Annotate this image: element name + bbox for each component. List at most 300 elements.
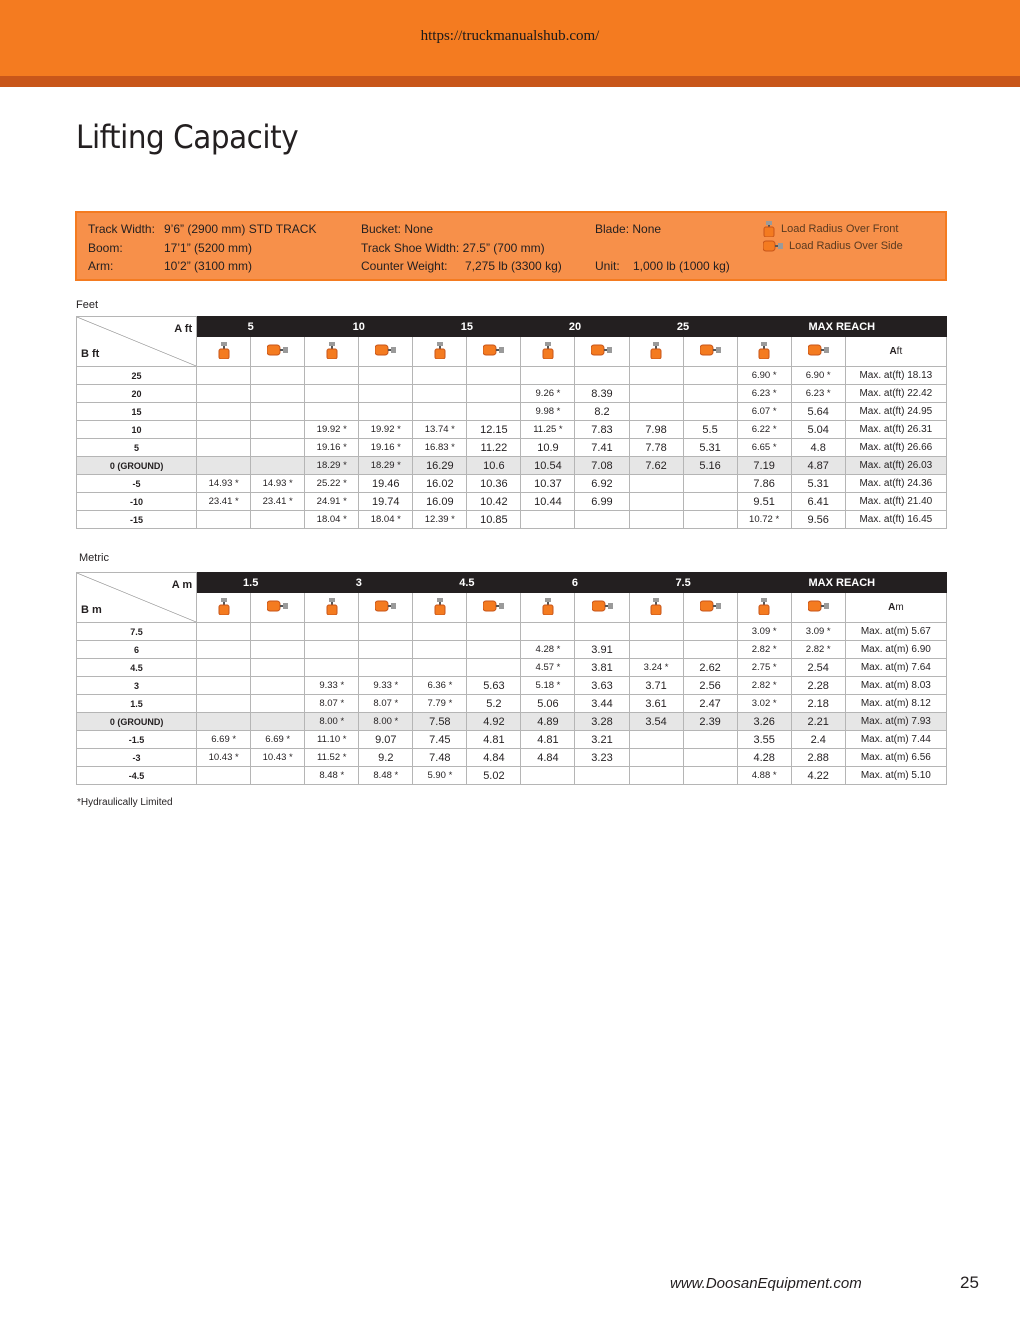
front-load-icon [521,337,575,367]
capacity-cell: 2.47 [683,695,737,713]
max-reach-cell: Max. at(ft) 24.95 [845,403,946,421]
radius-header: 5 [197,317,305,337]
table-row [77,713,947,731]
legend-front: Load Radius Over Front [763,221,898,237]
max-reach-unit-header: Aft [845,337,946,367]
capacity-cell: 4.22 [791,767,845,785]
capacity-cell [251,623,305,641]
capacity-cell: 8.48 * [305,767,359,785]
capacity-cell: 6.36 * [413,677,467,695]
front-load-icon [305,593,359,623]
capacity-cell: 4.28 * [521,641,575,659]
side-load-icon [683,593,737,623]
radius-header: 15 [413,317,521,337]
capacity-cell: 3.09 * [737,623,791,641]
capacity-cell: 6.69 * [197,731,251,749]
capacity-cell: 7.79 * [413,695,467,713]
table-row [77,385,947,403]
capacity-cell: 2.18 [791,695,845,713]
radius-header: 7.5 [629,573,737,593]
table-row [77,695,947,713]
row-height-label: 1.5 [77,695,197,713]
table-row [77,767,947,785]
side-load-icon [683,337,737,367]
row-height-label: 20 [77,385,197,403]
a-axis-label: A m [171,579,193,591]
capacity-cell [197,439,251,457]
capacity-cell: 3.28 [575,713,629,731]
capacity-cell [683,493,737,511]
capacity-cell: 3.61 [629,695,683,713]
max-reach-cell: Max. at(ft) 26.31 [845,421,946,439]
capacity-cell [197,623,251,641]
spec-blade: Blade: None [595,222,662,236]
capacity-cell: 23.41 * [251,493,305,511]
spec-arm: Arm: 10’2” (3100 mm) [88,259,253,273]
capacity-cell [251,659,305,677]
page-title: Lifting Capacity [76,118,299,156]
header-url[interactable]: https://truckmanualshub.com/ [420,28,600,44]
spec-counter-weight: Counter Weight: 7,275 lb (3300 kg) [361,259,562,273]
capacity-cell: 5.06 [521,695,575,713]
capacity-cell: 6.69 * [251,731,305,749]
capacity-cell [251,695,305,713]
capacity-cell: 7.62 [629,457,683,475]
capacity-cell: 6.07 * [737,403,791,421]
capacity-cell: 5.2 [467,695,521,713]
capacity-cell [683,767,737,785]
row-height-label: -3 [77,749,197,767]
capacity-cell [305,403,359,421]
side-load-icon [359,337,413,367]
capacity-cell: 4.84 [521,749,575,767]
max-reach-cell: Max. at(m) 5.10 [845,767,946,785]
capacity-cell: 5.16 [683,457,737,475]
capacity-cell [575,511,629,529]
max-reach-cell: Max. at(m) 7.44 [845,731,946,749]
capacity-cell: 7.41 [575,439,629,457]
radius-header: 10 [305,317,413,337]
capacity-cell [467,623,521,641]
capacity-cell: 25.22 * [305,475,359,493]
capacity-cell [197,403,251,421]
capacity-cell: 10.36 [467,475,521,493]
capacity-cell [467,641,521,659]
capacity-cell [359,641,413,659]
row-height-label: 3 [77,677,197,695]
capacity-cell [629,767,683,785]
side-load-icon [359,593,413,623]
radius-header: 6 [521,573,629,593]
radius-header: 1.5 [197,573,305,593]
capacity-cell: 6.65 * [737,439,791,457]
capacity-cell [305,385,359,403]
capacity-cell: 8.39 [575,385,629,403]
table-row [77,403,947,421]
side-load-icon [467,593,521,623]
capacity-cell: 19.16 * [359,439,413,457]
max-reach-cell: Max. at(m) 8.12 [845,695,946,713]
axis-corner [77,317,197,367]
metric-label: Metric [79,552,109,564]
front-load-icon [413,593,467,623]
capacity-cell: 3.63 [575,677,629,695]
icon-header-row [77,593,947,623]
side-load-icon [251,337,305,367]
capacity-cell: 18.04 * [359,511,413,529]
capacity-cell [521,511,575,529]
capacity-cell [251,421,305,439]
capacity-cell [683,623,737,641]
spec-track-width: Track Width: 9’6” (2900 mm) STD TRACK [88,222,317,236]
capacity-cell: 7.78 [629,439,683,457]
row-height-label: 25 [77,367,197,385]
capacity-cell [197,421,251,439]
capacity-cell [197,385,251,403]
capacity-cell: 11.10 * [305,731,359,749]
b-axis-label: B m [81,604,102,616]
side-load-icon [575,337,629,367]
capacity-cell: 11.22 [467,439,521,457]
capacity-cell: 16.02 [413,475,467,493]
capacity-cell [575,623,629,641]
max-reach-cell: Max. at(m) 6.56 [845,749,946,767]
capacity-cell: 5.90 * [413,767,467,785]
capacity-cell [197,659,251,677]
capacity-cell: 9.2 [359,749,413,767]
capacity-cell [359,403,413,421]
side-load-icon [791,593,845,623]
metric-table [76,572,947,785]
capacity-cell [629,367,683,385]
capacity-cell: 4.57 * [521,659,575,677]
max-reach-cell: Max. at(ft) 24.36 [845,475,946,493]
capacity-cell: 7.83 [575,421,629,439]
table-row [77,641,947,659]
capacity-cell [197,457,251,475]
capacity-cell: 3.26 [737,713,791,731]
front-load-icon [413,337,467,367]
row-height-label: 6 [77,641,197,659]
capacity-cell: 2.88 [791,749,845,767]
capacity-cell [521,367,575,385]
capacity-cell: 4.88 * [737,767,791,785]
capacity-cell: 2.56 [683,677,737,695]
capacity-cell [629,641,683,659]
capacity-cell: 16.83 * [413,439,467,457]
front-load-icon [737,337,791,367]
capacity-cell: 3.23 [575,749,629,767]
capacity-cell: 5.18 * [521,677,575,695]
spec-boom: Boom: 17’1” (5200 mm) [88,241,253,255]
row-height-label: 0 (GROUND) [77,457,197,475]
capacity-cell: 11.52 * [305,749,359,767]
capacity-cell: 6.23 * [791,385,845,403]
front-load-icon [629,337,683,367]
capacity-cell [467,367,521,385]
table-row [77,439,947,457]
row-height-label: 15 [77,403,197,421]
capacity-cell [683,749,737,767]
capacity-cell: 8.07 * [305,695,359,713]
capacity-cell [413,623,467,641]
capacity-cell [359,385,413,403]
radius-header: 3 [305,573,413,593]
capacity-cell [521,767,575,785]
table-row [77,623,947,641]
capacity-cell: 10.44 [521,493,575,511]
capacity-cell: 3.91 [575,641,629,659]
capacity-cell [197,767,251,785]
b-axis-label: B ft [81,348,100,360]
footnote: *Hydraulically Limited [77,797,173,808]
front-load-icon [521,593,575,623]
capacity-cell [683,385,737,403]
max-reach-cell: Max. at(m) 7.93 [845,713,946,731]
capacity-cell: 5.31 [791,475,845,493]
max-reach-cell: Max. at(m) 6.90 [845,641,946,659]
capacity-cell: 19.92 * [359,421,413,439]
capacity-cell: 3.09 * [791,623,845,641]
capacity-cell [683,367,737,385]
capacity-cell: 7.98 [629,421,683,439]
capacity-cell: 8.2 [575,403,629,421]
capacity-cell: 10.85 [467,511,521,529]
capacity-cell: 3.54 [629,713,683,731]
capacity-cell: 4.89 [521,713,575,731]
capacity-cell: 4.8 [791,439,845,457]
capacity-cell [197,695,251,713]
side-load-icon [467,337,521,367]
capacity-cell [683,475,737,493]
capacity-cell: 5.04 [791,421,845,439]
capacity-cell: 4.81 [521,731,575,749]
capacity-cell: 2.4 [791,731,845,749]
capacity-cell: 5.5 [683,421,737,439]
capacity-cell: 4.81 [467,731,521,749]
capacity-cell [683,511,737,529]
capacity-cell [683,403,737,421]
capacity-cell: 6.41 [791,493,845,511]
capacity-cell [359,367,413,385]
capacity-cell [413,641,467,659]
capacity-cell: 4.84 [467,749,521,767]
front-load-icon [629,593,683,623]
column-header-row [77,573,947,593]
capacity-cell: 3.02 * [737,695,791,713]
capacity-cell: 6.22 * [737,421,791,439]
feet-label: Feet [76,299,99,311]
capacity-cell: 5.02 [467,767,521,785]
row-height-label: -1.5 [77,731,197,749]
footer-url[interactable]: www.DoosanEquipment.com [670,1275,862,1292]
capacity-cell: 4.28 [737,749,791,767]
header-stripe [0,76,1020,87]
capacity-cell: 12.39 * [413,511,467,529]
radius-header: 4.5 [413,573,521,593]
capacity-cell: 2.82 * [737,677,791,695]
table-row [77,731,947,749]
capacity-cell [251,439,305,457]
capacity-cell: 2.39 [683,713,737,731]
capacity-cell: 9.98 * [521,403,575,421]
axis-corner [77,573,197,623]
spec-bucket: Bucket: None [361,222,434,236]
capacity-cell [197,641,251,659]
table-row [77,749,947,767]
capacity-cell [305,641,359,659]
max-reach-cell: Max. at(ft) 21.40 [845,493,946,511]
capacity-cell: 8.48 * [359,767,413,785]
table-row [77,367,947,385]
max-reach-cell: Max. at(m) 7.64 [845,659,946,677]
capacity-cell [197,367,251,385]
row-height-label: -4.5 [77,767,197,785]
side-load-icon [251,593,305,623]
max-reach-cell: Max. at(ft) 26.66 [845,439,946,457]
capacity-cell: 16.09 [413,493,467,511]
max-reach-cell: Max. at(m) 8.03 [845,677,946,695]
capacity-cell: 10.6 [467,457,521,475]
capacity-cell: 3.71 [629,677,683,695]
capacity-cell [359,659,413,677]
capacity-cell: 4.87 [791,457,845,475]
capacity-cell: 24.91 * [305,493,359,511]
max-reach-cell: Max. at(ft) 22.42 [845,385,946,403]
spec-unit: Unit: 1,000 lb (1000 kg) [595,259,730,273]
capacity-cell: 7.58 [413,713,467,731]
capacity-cell: 2.54 [791,659,845,677]
front-load-icon [763,221,775,237]
max-reach-cell: Max. at(ft) 18.13 [845,367,946,385]
capacity-cell: 5.63 [467,677,521,695]
capacity-cell [359,623,413,641]
capacity-cell [251,641,305,659]
table-row [77,659,947,677]
row-height-label: 7.5 [77,623,197,641]
capacity-cell: 18.29 * [359,457,413,475]
front-load-icon [197,593,251,623]
capacity-cell: 6.23 * [737,385,791,403]
capacity-cell: 6.92 [575,475,629,493]
capacity-cell: 13.74 * [413,421,467,439]
table-row [77,493,947,511]
capacity-cell [413,367,467,385]
row-height-label: 10 [77,421,197,439]
capacity-cell [413,403,467,421]
max-reach-unit-header: Am [845,593,946,623]
front-load-icon [197,337,251,367]
row-height-label: 5 [77,439,197,457]
capacity-cell [683,641,737,659]
capacity-cell: 3.21 [575,731,629,749]
side-load-icon [575,593,629,623]
radius-header: MAX REACH [737,317,946,337]
capacity-cell [251,367,305,385]
capacity-cell [575,367,629,385]
capacity-cell: 2.21 [791,713,845,731]
row-height-label: 4.5 [77,659,197,677]
radius-header: 25 [629,317,737,337]
capacity-cell: 9.56 [791,511,845,529]
capacity-cell [251,457,305,475]
capacity-cell: 16.29 [413,457,467,475]
capacity-cell: 10.9 [521,439,575,457]
capacity-cell: 19.92 * [305,421,359,439]
max-reach-cell: Max. at(ft) 16.45 [845,511,946,529]
capacity-cell [413,659,467,677]
row-height-label: -5 [77,475,197,493]
a-axis-label: A ft [174,323,193,335]
capacity-cell: 19.46 [359,475,413,493]
spec-box [75,211,947,281]
capacity-cell: 5.31 [683,439,737,457]
capacity-cell: 10.37 [521,475,575,493]
capacity-cell: 18.29 * [305,457,359,475]
capacity-cell [521,623,575,641]
capacity-cell [629,623,683,641]
capacity-cell: 23.41 * [197,493,251,511]
capacity-cell: 9.33 * [305,677,359,695]
capacity-cell [305,659,359,677]
capacity-cell: 18.04 * [305,511,359,529]
capacity-cell: 2.62 [683,659,737,677]
capacity-cell: 19.16 * [305,439,359,457]
capacity-cell: 2.82 * [791,641,845,659]
capacity-cell: 6.99 [575,493,629,511]
capacity-cell [305,623,359,641]
capacity-cell [629,475,683,493]
row-height-label: -15 [77,511,197,529]
capacity-cell: 7.19 [737,457,791,475]
capacity-cell: 7.48 [413,749,467,767]
radius-header: MAX REACH [737,573,946,593]
capacity-cell [251,403,305,421]
capacity-cell [413,385,467,403]
capacity-cell [197,677,251,695]
capacity-cell: 7.86 [737,475,791,493]
table-row [77,511,947,529]
capacity-cell [251,385,305,403]
capacity-cell [629,493,683,511]
capacity-cell [467,659,521,677]
capacity-cell: 3.81 [575,659,629,677]
capacity-cell [683,731,737,749]
capacity-cell [251,767,305,785]
capacity-cell: 3.55 [737,731,791,749]
page-number: 25 [960,1273,979,1292]
capacity-cell: 6.90 * [737,367,791,385]
spec-track-shoe: Track Shoe Width: 27.5” (700 mm) [361,241,545,255]
max-reach-cell: Max. at(ft) 26.03 [845,457,946,475]
capacity-cell: 9.51 [737,493,791,511]
column-header-row [77,317,947,337]
table-row [77,457,947,475]
capacity-cell [305,367,359,385]
capacity-cell [629,731,683,749]
capacity-cell [251,677,305,695]
icon-header-row [77,337,947,367]
capacity-cell: 12.15 [467,421,521,439]
capacity-cell [197,713,251,731]
capacity-cell [467,403,521,421]
table-row [77,475,947,493]
capacity-cell: 3.44 [575,695,629,713]
side-load-icon [791,337,845,367]
capacity-cell: 7.08 [575,457,629,475]
capacity-cell [629,403,683,421]
capacity-cell [197,511,251,529]
